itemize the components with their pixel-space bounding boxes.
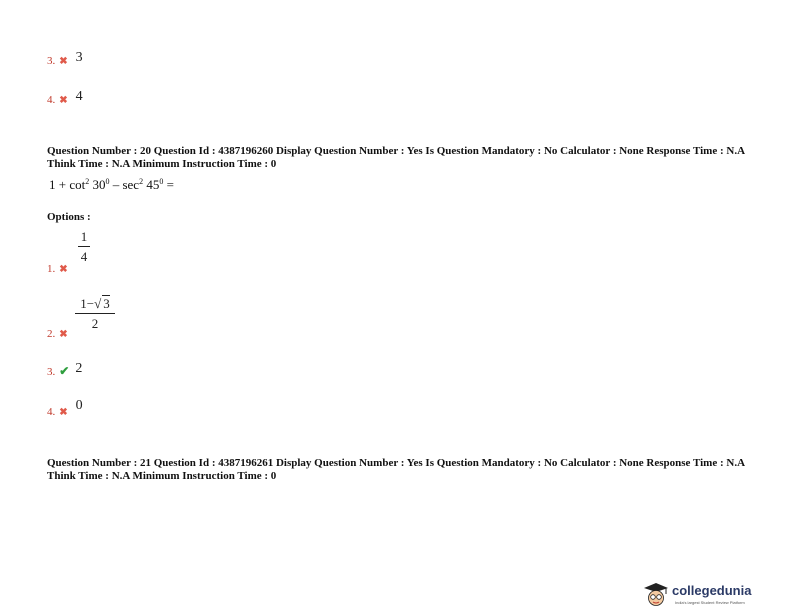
option-number: 4. [47, 406, 56, 418]
fraction-numerator: 1−√ 3 [80, 296, 110, 311]
option-value: 0 [75, 398, 83, 413]
option-row [47, 259, 68, 277]
sqrt-radicand: 3 [103, 296, 110, 311]
fraction-numerator: 1 [80, 229, 88, 244]
option-number: 2. [47, 328, 56, 340]
fraction-denominator: 2 [91, 316, 99, 331]
option-row [47, 51, 83, 69]
fraction-option-value [78, 229, 90, 265]
question-header: Question Number : 20 Question Id : 4387196260 Display Question Number : Yes Is Question Mandatory : No Calculator : None Response Time : N.A Think Time : N.A Minimum Instruction Time : 0 [47, 145, 745, 170]
option-number: 3. [47, 55, 56, 67]
wrong-mark-icon: ✖ [59, 329, 68, 340]
option-value: 4 [75, 89, 83, 104]
wrong-mark-icon: ✖ [59, 56, 68, 67]
logo-tagline: India's largest Student Review Platform [675, 600, 745, 605]
fraction-denominator: 4 [80, 249, 88, 264]
option-number: 4. [47, 94, 56, 106]
collegedunia-logo [642, 581, 788, 607]
option-row [47, 362, 82, 380]
option-number: 3. [47, 366, 56, 378]
wrong-mark-icon: ✖ [59, 264, 68, 275]
check-mark-icon: ✔ [59, 364, 70, 378]
option-row [47, 90, 83, 108]
sqrt-symbol: √ [94, 296, 102, 311]
wrong-mark-icon: ✖ [59, 407, 68, 418]
option-row [47, 324, 68, 342]
option-number: 1. [47, 263, 56, 275]
fraction-option-value [75, 295, 115, 332]
options-label: Options : [47, 211, 91, 223]
option-value: 3 [75, 50, 83, 65]
logo-wordmark: collegedunia [672, 583, 752, 598]
wrong-mark-icon: ✖ [59, 95, 68, 106]
question-header: Question Number : 21 Question Id : 4387196261 Display Question Number : Yes Is Question Mandatory : No Calculator : None Response Time : N.A Think Time : N.A Minimum Instruction Time : 0 [47, 457, 745, 482]
option-row [47, 398, 83, 420]
graduate-mascot-icon [642, 581, 670, 607]
question-expression: $1 + \cot^2 30^0 - \sec^2 45^0$ = [49, 177, 174, 192]
option-value: 2 [75, 361, 83, 376]
